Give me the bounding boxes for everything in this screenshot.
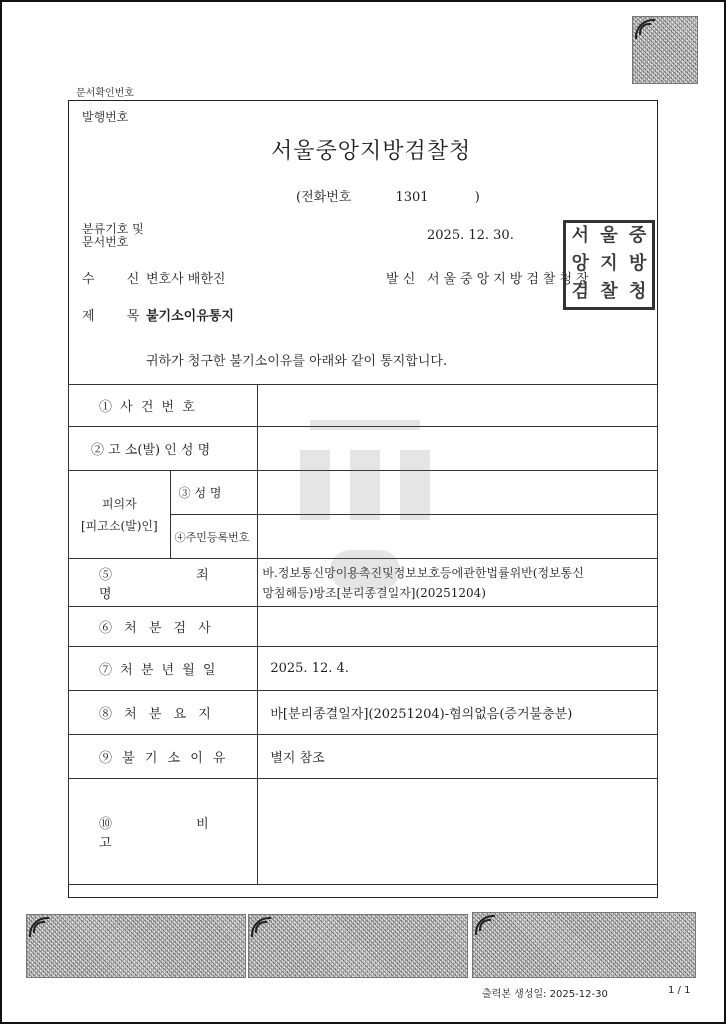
charge-line-2: 망침해등)방조[분리종결일자](20251204) [262, 585, 486, 600]
official-seal: 서 울 중 앙 지 방 검 찰 청 [563, 220, 655, 310]
disposal-summary-label: ⑧ 처 분 요 지 [69, 691, 258, 735]
reason-value: 별지 참조 [258, 735, 658, 779]
sender-value: 서울중앙지방검찰청장 [427, 272, 593, 287]
suspect-group-sub: [피고소(발)인] [80, 518, 158, 533]
disposal-date-label: ⑦ 처 분 년 월 일 [69, 647, 258, 691]
phone-label: (전화번호 [296, 190, 352, 205]
phone-value: 1301 [395, 190, 429, 205]
suspect-group-title: 피의자 [101, 496, 137, 511]
phone-line [296, 186, 480, 205]
reason-label: ⑨ 불 기 소 이 유 [69, 735, 258, 779]
recipient-label: 수 신 [82, 272, 154, 287]
recipient-value: 변호사 배한진 [146, 272, 226, 287]
watermark-emblem [290, 420, 440, 600]
security-pattern-top-right [632, 16, 698, 84]
page-number: 1 / 1 [668, 985, 691, 996]
security-pattern-bottom-center [248, 914, 468, 978]
security-pattern-bottom-right [472, 912, 696, 978]
prosecutor-value [258, 607, 658, 647]
sender-label: 발 신 [386, 272, 416, 287]
class-label-line1: 분류기호 및 [82, 222, 144, 236]
subject-value: 불기소이유통지 [146, 309, 234, 324]
disposal-summary-value: 바[분리종결일자](20251204)-혐의없음(증거불충분) [258, 691, 658, 735]
suspect-id-label: ④주민등록번호 [170, 515, 258, 559]
remarks-value [258, 779, 658, 885]
phone-close: ) [474, 190, 480, 205]
charge-label: ⑤ 죄 명 [69, 559, 258, 607]
page-title: 서울중앙지방검찰청 [271, 139, 472, 164]
class-label-line2: 문서번호 [82, 235, 129, 249]
issue-number-label: 발행번호 [82, 110, 129, 124]
complainant-label: ② 고 소(발) 인 성 명 [69, 427, 258, 471]
generated-date: 출력본 생성일: 2025-12-30 [482, 989, 608, 1000]
document-date: 2025. 12. 30. [427, 228, 514, 243]
prosecutor-label: ⑥ 처 분 검 사 [69, 607, 258, 647]
security-pattern-bottom-left [26, 914, 246, 978]
suspect-name-label: ③ 성 명 [170, 471, 258, 515]
suspect-group-label [69, 471, 171, 559]
doc-confirm-label: 문서확인번호 [76, 88, 134, 99]
subject-label: 제 목 [82, 309, 154, 324]
charge-line-1: 바.정보통신망이용촉진및정보보호등에관한법률위반(정보통신 [262, 565, 584, 580]
remarks-label: ⑩ 비 고 [69, 779, 258, 885]
case-number-label: ① 사 건 번 호 [69, 385, 258, 427]
intro-text: 귀하가 청구한 불기소이유를 아래와 같이 통지합니다. [146, 354, 448, 369]
disposal-date-value: 2025. 12. 4. [258, 647, 658, 691]
